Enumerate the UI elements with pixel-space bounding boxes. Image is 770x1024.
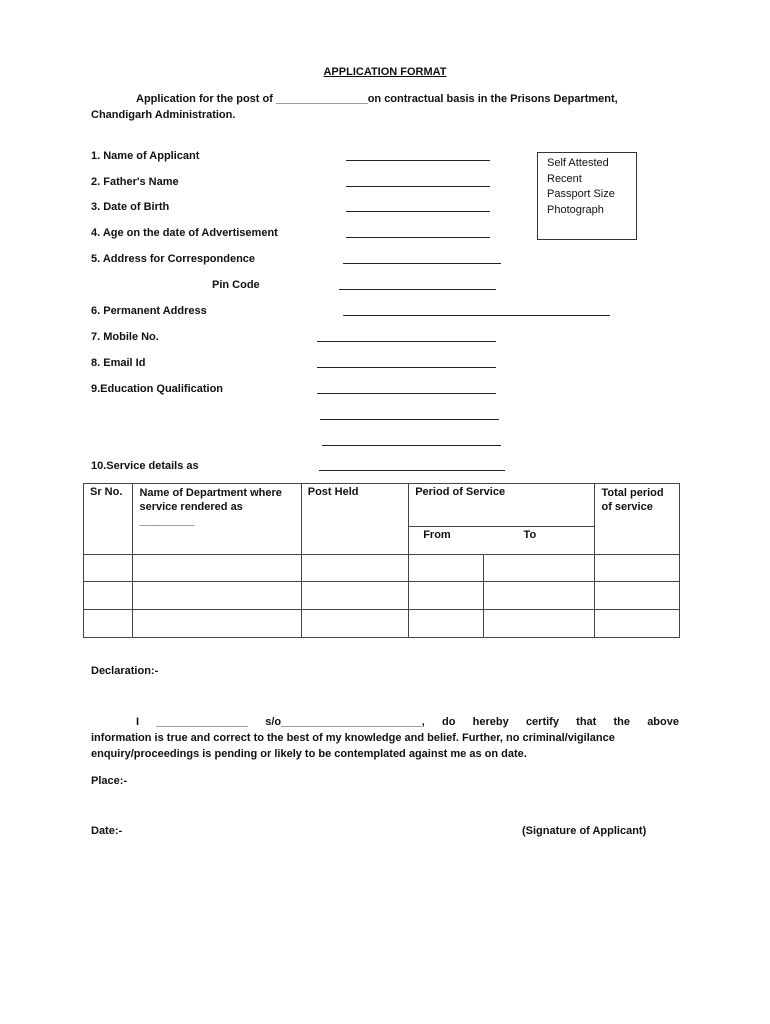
education-field-2[interactable] [320,419,499,420]
label-name: 1. Name of Applicant [91,150,200,162]
header-total [595,484,680,555]
table-row [84,555,680,582]
table-row [84,610,680,638]
table-cell[interactable] [84,582,133,610]
declaration-text [91,714,679,762]
table-cell[interactable] [409,582,484,610]
header-post: Post Held [301,484,408,555]
service-field[interactable] [319,470,505,471]
declaration-line: I _______________ s/o_______________________, do hereby certify that the above [136,716,679,728]
label-mobile: 7. Mobile No. [91,331,159,343]
table-cell[interactable] [595,582,680,610]
declaration-line: information is true and correct to the best of my knowledge and belief. Further, no criminal/vigilance [91,732,615,744]
intro-line-2: Chandigarh Administration. [91,109,236,121]
header-period: Period of Service [409,484,595,527]
header-total-line: of service [601,501,653,513]
address-field[interactable] [343,263,501,264]
place-label: Place:- [91,775,128,787]
signature-label: (Signature of Applicant) [522,825,647,837]
education-field-3[interactable] [322,445,501,446]
table-cell[interactable] [484,610,595,638]
label-email: 8. Email Id [91,357,146,369]
label-dob: 3. Date of Birth [91,201,170,213]
table-cell[interactable] [133,582,301,610]
dob-field[interactable] [346,211,490,212]
permanent-address-field[interactable] [343,315,610,316]
label-address: 5. Address for Correspondence [91,253,256,265]
table-cell[interactable] [301,610,408,638]
table-cell[interactable] [484,582,595,610]
header-department-line: Name of Department where [139,487,282,499]
header-department-line: service rendered as [139,501,243,513]
label-service: 10.Service details as [91,460,199,472]
table-cell[interactable] [409,555,484,582]
education-field-1[interactable] [317,393,496,394]
label-age: 4. Age on the date of Advertisement [91,227,278,239]
table-cell[interactable] [133,555,301,582]
table-cell[interactable] [84,555,133,582]
age-field[interactable] [346,237,490,238]
label-permanent: 6. Permanent Address [91,305,207,317]
label-pin: Pin Code [212,279,260,291]
header-total-line: Total period [601,487,664,499]
table-cell[interactable] [84,610,133,638]
mobile-field[interactable] [317,341,496,342]
table-cell[interactable] [595,610,680,638]
header-sr: Sr No. [84,484,133,555]
page-title: APPLICATION FORMAT [323,66,447,78]
label-education: 9.Education Qualification [91,383,224,395]
table-row [84,582,680,610]
table-cell[interactable] [133,610,301,638]
declaration-line: enquiry/proceedings is pending or likely to be contemplated against me as on date. [91,748,527,760]
header-from: From [409,527,484,555]
table-cell[interactable] [484,555,595,582]
table-cell[interactable] [409,610,484,638]
father-field[interactable] [346,186,490,187]
table-cell[interactable] [301,582,408,610]
name-field[interactable] [346,160,490,161]
email-field[interactable] [317,367,496,368]
date-label: Date:- [91,825,123,837]
photo-box-line: Photograph [547,203,604,216]
intro-line-1: Application for the post of _______________on contractual basis in the Prisons Department, [136,93,618,105]
header-department-line: _________ [139,515,195,527]
service-table [83,483,680,638]
pin-field[interactable] [339,289,496,290]
header-to: To [484,527,595,555]
table-cell[interactable] [595,555,680,582]
photo-box-line: Self Attested [547,157,609,169]
table-cell[interactable] [301,555,408,582]
label-father: 2. Father's Name [91,176,179,188]
header-department [133,484,301,555]
declaration-heading: Declaration:- [91,665,159,677]
photo-box-line: Passport Size [547,188,615,201]
photo-box-line: Recent [547,172,582,185]
photo-box [537,152,637,240]
